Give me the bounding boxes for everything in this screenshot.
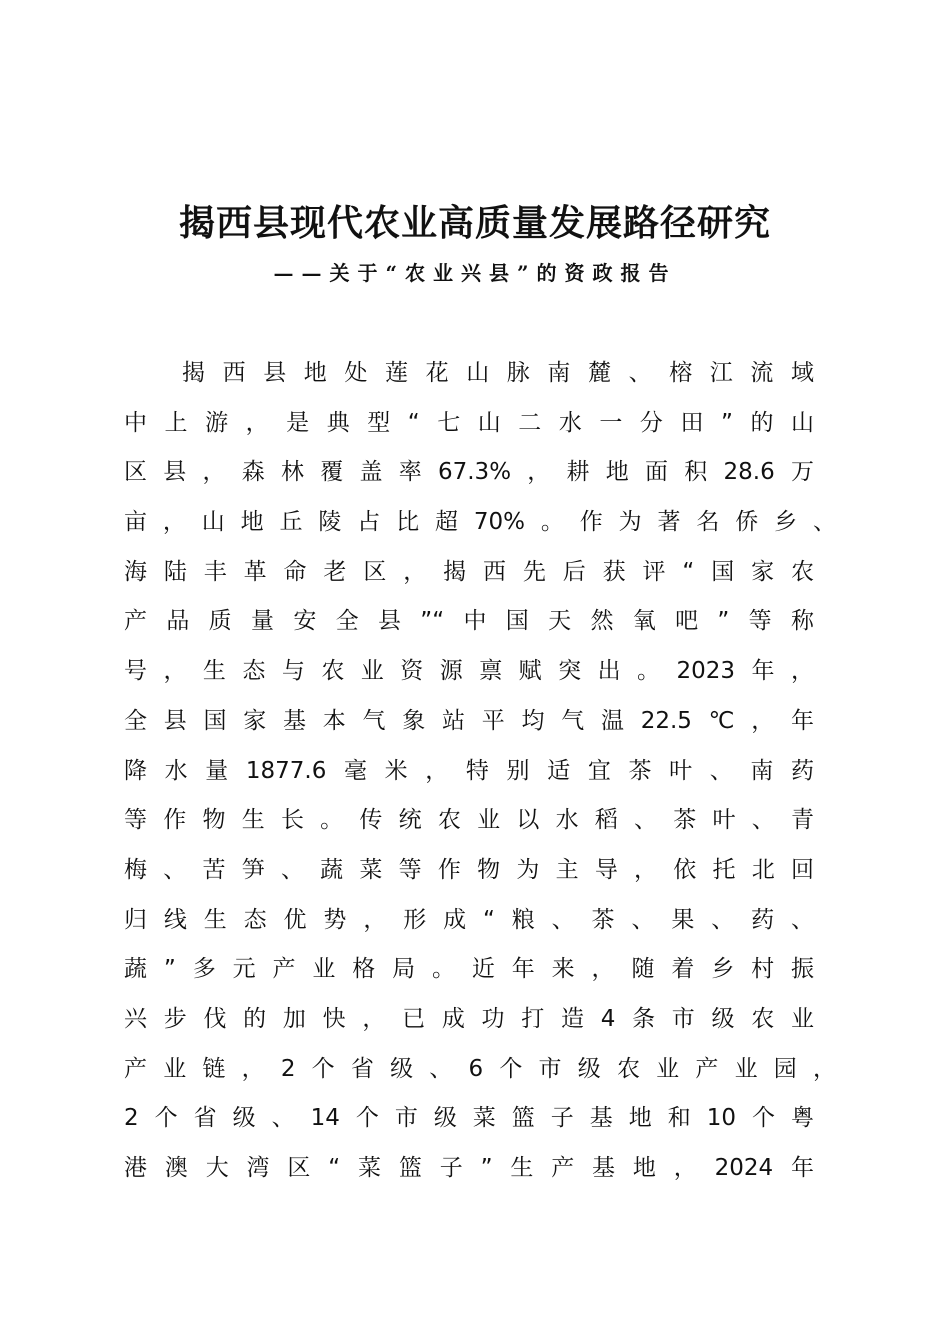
paragraph-line: 产品质量安全县”“中国天然氧吧”等称 <box>124 608 814 635</box>
paragraph-line: 梅、苦笋、蔬菜等作物为主导，依托北回 <box>124 856 814 883</box>
paragraph-line: 兴步伐的加快，已成功打造4条市级农业 <box>124 1005 814 1032</box>
paragraph-line: 号，生态与农业资源禀赋突出。2023年， <box>124 658 814 685</box>
paragraph-line: 降水量1877.6毫米，特别适宜茶叶、南药 <box>124 757 814 784</box>
paragraph-line: 港澳大湾区“菜篮子”生产基地，2024年 <box>124 1155 814 1181</box>
document-subtitle: ——关于“农业兴县”的资政报告 <box>273 261 677 285</box>
paragraph-line: 区县，森林覆盖率67.3%，耕地面积28.6万 <box>124 459 814 486</box>
body-paragraph <box>124 349 836 1194</box>
paragraph-line: 亩，山地丘陵占比超70%。作为著名侨乡、 <box>124 509 836 536</box>
paragraph-line: 归线生态优势，形成“粮、茶、果、药、 <box>124 906 814 933</box>
paragraph-line: 等作物生长。传统农业以水稻、茶叶、青 <box>124 807 814 834</box>
document-title: 揭西县现代农业高质量发展路径研究 <box>178 202 771 244</box>
paragraph-line: 中上游，是典型“七山二水一分田”的山 <box>124 409 814 436</box>
paragraph-line: 揭西县地处莲花山脉南麓、榕江流域 <box>182 360 814 386</box>
paragraph-line: 产业链，2个省级、6个市级农业产业园， <box>124 1055 836 1082</box>
paragraph-line: 2个省级、14个市级菜篮子基地和10个粤 <box>124 1105 814 1132</box>
paragraph-line: 海陆丰革命老区，揭西先后获评“国家农 <box>124 558 814 585</box>
paragraph-line: 全县国家基本气象站平均气温22.5℃，年 <box>124 707 814 734</box>
paragraph-line: 蔬”多元产业格局。近年来，随着乡村振 <box>124 956 814 983</box>
